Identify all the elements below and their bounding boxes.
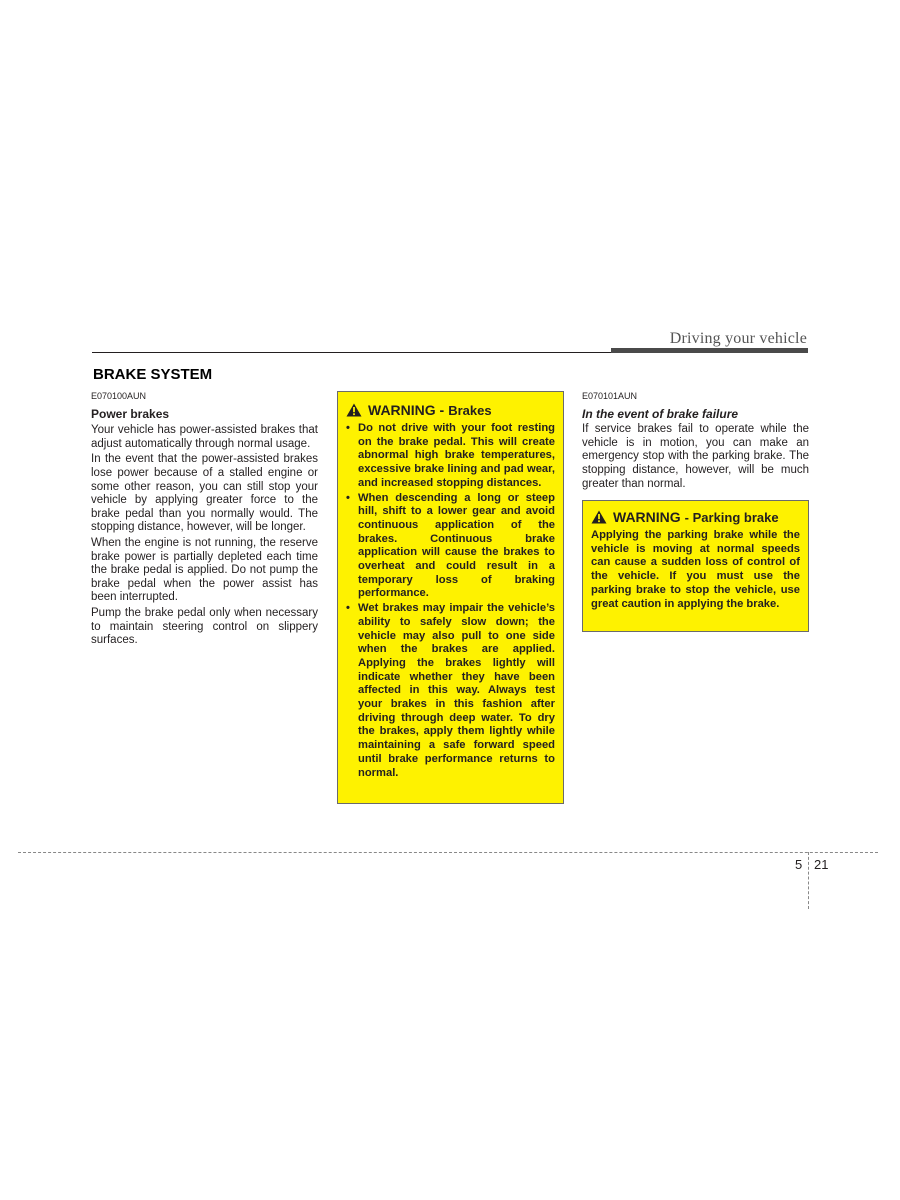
paragraph: Your vehicle has power-assisted brakes that adjust automatically through normal usage. — [91, 424, 318, 450]
warning-list — [346, 422, 555, 780]
list-item-text: Do not drive with your foot resting on the brake pedal. This will create abnormal high brake temperatures, excessive brake lining and pad wear, and increased stopping distances. — [358, 422, 555, 489]
list-item — [346, 602, 555, 780]
bullet-icon: • — [346, 422, 350, 434]
warning-header — [346, 402, 555, 418]
page-chapter: 5 — [795, 857, 803, 872]
warning-label: WARNING — [613, 509, 681, 525]
paragraph: When the engine is not running, the reserve brake power is partially depleted each time the brake pedal is applied. Do not pump the brake pedal when the power assist has been interrupted. — [91, 536, 318, 604]
warning-triangle-icon — [591, 510, 607, 524]
paragraph: Pump the brake pedal only when necessary to maintain steering control on slippery surfaces. — [91, 606, 318, 647]
brake-failure-heading: In the event of brake failure — [582, 406, 739, 421]
warning-header — [591, 509, 800, 525]
warning-triangle-icon — [346, 403, 362, 417]
warning-box-parking-brake — [582, 500, 809, 632]
header-title: Driving your vehicle — [669, 330, 807, 347]
header-accent-bar — [611, 348, 808, 353]
paragraph: If service brakes fail to operate while the vehicle is in motion, you can make an emergency stop with the parking brake. The stopping distance, however, will be much greater than normal. — [582, 423, 809, 490]
right-column — [582, 390, 809, 493]
paragraph: In the event that the power-assisted brakes lose power because of a stalled engine or some other reason, you can still stop your vehicle by applying greater force to the brake pedal than you normally would. The stopping distance, however, will be longer. — [91, 453, 318, 534]
bullet-icon: • — [346, 602, 350, 615]
left-column — [91, 390, 318, 650]
warning-topic: Brakes — [448, 402, 492, 418]
list-item — [346, 422, 555, 491]
list-item — [346, 492, 555, 602]
section-code: E070100AUN — [91, 391, 147, 401]
footer-dashed-rule — [18, 852, 878, 853]
list-item-text: Wet brakes may impair the vehicle’s ability to safely slow down; the vehicle may also pull to one side when the brakes are applied. Applying the brakes lightly will indicate whether they have been affected in this way. Always test your brakes in this fashion after driving through deep water. To dry the brakes, apply them lightly while maintaining a safe forward speed until brake performance returns to normal. — [358, 602, 555, 779]
warning-topic: - Parking brake — [684, 509, 779, 525]
section-code: E070101AUN — [582, 391, 638, 401]
page-number: 21 — [814, 857, 829, 872]
footer-vertical-divider — [808, 852, 809, 909]
section-title: BRAKE SYSTEM — [93, 366, 213, 383]
bullet-icon: • — [346, 491, 350, 504]
warning-label: WARNING - — [368, 402, 445, 418]
warning-text: Applying the parking brake while the vehicle is moving at normal speeds can cause a sudden loss of control of the vehicle. If you must use the parking brake to stop the vehicle, use great caution in applying the brake. — [591, 529, 800, 610]
warning-box-brakes — [337, 391, 564, 804]
power-brakes-heading: Power brakes — [91, 406, 170, 421]
list-item-text: When descending a long or steep hill, shift to a lower gear and avoid continuous application of the brakes. Continuous brake application will cause the brakes to overheat and could result in a temporary loss of braking performance. — [358, 491, 555, 600]
